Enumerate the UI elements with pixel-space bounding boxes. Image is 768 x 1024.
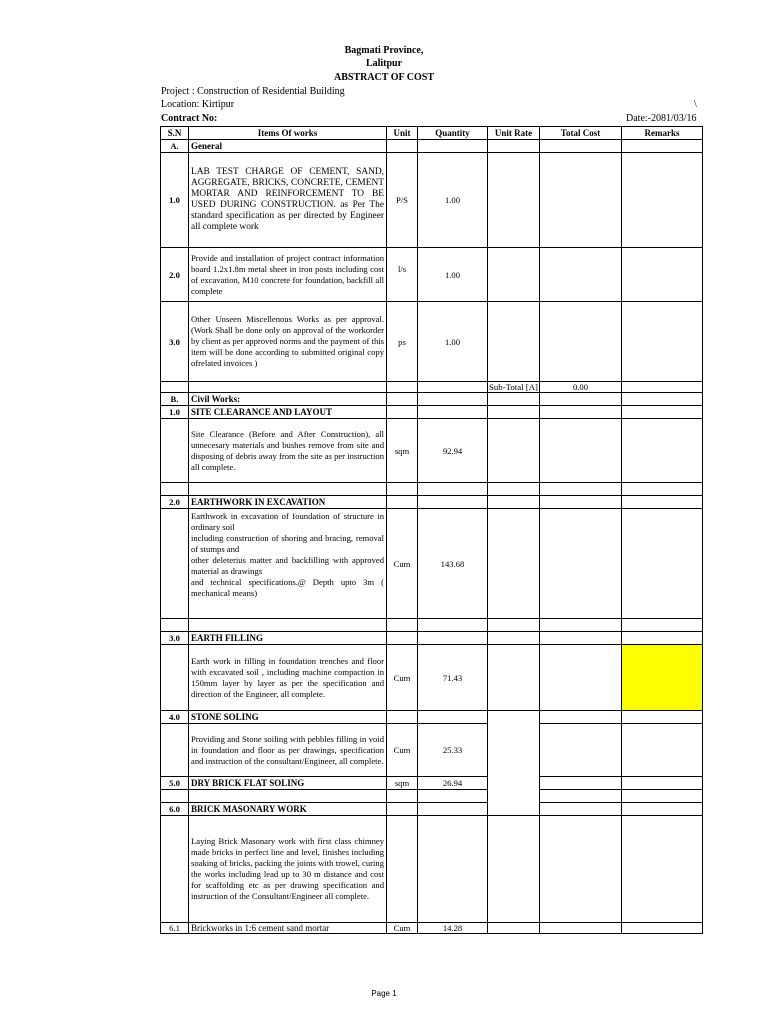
row-sn: 1.0	[161, 153, 189, 248]
row-unit: ps	[387, 302, 418, 382]
document-title: ABSTRACT OF COST	[333, 72, 435, 83]
col-total-cost: Total Cost	[540, 127, 622, 140]
section-heading-row	[161, 711, 703, 724]
row-sn: 5.0	[161, 777, 189, 790]
row-sn: 2.0	[161, 248, 189, 302]
row-quantity: 92.94	[418, 419, 488, 483]
row-sn: 3.0	[161, 632, 189, 645]
row-description: Laying Brick Masonary work with first class chimney made bricks in perfect line and level, finishes including soaking of bricks, packing the joints with trowel, curing the works including lead up to 30 m distance and cost for scaffolding etc as per drawing specification and instruction of the Consultant/Engineer all complete.	[189, 816, 387, 923]
section-heading-row	[161, 406, 703, 419]
section-a-sn: A.	[161, 140, 189, 153]
row-description: Earth work in filling in foundation trenches and floor with excavated soil , including machine compaction in 150mm layer by layer as per the specification and direction of the Engineer, all complete.	[189, 645, 387, 711]
row-unit: l/s	[387, 248, 418, 302]
backslash-mark: \	[694, 99, 697, 110]
col-items: Items Of works	[189, 127, 387, 140]
row-heading: EARTH FILLING	[189, 632, 387, 645]
col-quantity: Quantity	[418, 127, 488, 140]
row-sn: 6.0	[161, 803, 189, 816]
row-description: LAB TEST CHARGE OF CEMENT, SAND, AGGREGATE, BRICKS, CONCRETE, CEMENT MORTAR AND REINFORCEMENT TO BE USED DURING CONSTRUCTION. as Per The standard specification as per directed by Engineer all complete work	[189, 153, 387, 248]
table-row	[161, 248, 703, 302]
subtotal-value: 0.00	[540, 382, 622, 393]
table-row	[161, 645, 703, 711]
row-sn: 2.0	[161, 496, 189, 509]
row-sn: 3.0	[161, 302, 189, 382]
table-row	[161, 816, 703, 923]
section-a-label: General	[189, 140, 387, 153]
row-sn: 4.0	[161, 711, 189, 724]
row-unit: Cum	[387, 509, 418, 619]
row-sn: 6.1	[161, 923, 189, 934]
row-description: Site Clearance (Before and After Construction), all unnecesary materials and bushes remove from site and disposing of debris away from the site as per instruction all complete.	[189, 419, 387, 483]
row-unit: sqm	[387, 777, 418, 790]
row-quantity: 143.68	[418, 509, 488, 619]
row-description: Providing and Stone soiling with pebbles filling in void in foundation and floor as per drawings, specification and instruction of the consultant/Engineer, all complete.	[189, 724, 387, 777]
district-line: Lalitpur	[365, 58, 403, 69]
row-unit: P/S	[387, 153, 418, 248]
table-row	[161, 153, 703, 248]
table-header-row	[161, 127, 703, 140]
row-unit: sqm	[387, 419, 418, 483]
section-b-row	[161, 393, 703, 406]
row-heading: EARTHWORK IN EXCAVATION	[189, 496, 387, 509]
section-heading-row	[161, 632, 703, 645]
section-a-row	[161, 140, 703, 153]
row-heading: DRY BRICK FLAT SOLING	[189, 777, 387, 790]
row-unit: Cum	[387, 645, 418, 711]
row-unit: Cum	[387, 923, 418, 934]
subtotal-row	[161, 382, 703, 393]
row-quantity: 14.28	[418, 923, 488, 934]
contract-line: Contract No:	[161, 113, 218, 124]
subtotal-label: Sub-Total [A]	[489, 382, 538, 392]
location-line: Location: Kirtipur	[161, 99, 235, 110]
col-remarks: Remarks	[622, 127, 703, 140]
row-quantity: 1.00	[418, 248, 488, 302]
table-row	[161, 923, 703, 934]
table-row	[161, 419, 703, 483]
row-heading: STONE SOLING	[189, 711, 387, 724]
cost-abstract-table	[160, 126, 703, 934]
section-b-sn: B.	[161, 393, 189, 406]
province-line: Bagmati Province,	[344, 45, 424, 56]
col-unit: Unit	[387, 127, 418, 140]
section-heading-row	[161, 496, 703, 509]
table-row	[161, 509, 703, 619]
row-heading: SITE CLEARANCE AND LAYOUT	[189, 406, 387, 419]
row-description: Other Unseen Miscellenous Works as per approval. (Work Shall be done only on approval of the workorder by client as per approved norms and the payment of this item will be done according to submitted original copy ofrelated invoices )	[189, 302, 387, 382]
row-description: Provide and installation of project contract information board 1.2x1.8m metal sheet in iron posts including cost of excavation, M10 concrete for foundation, backfill all complete	[189, 248, 387, 302]
highlighted-remarks-cell	[622, 645, 703, 711]
col-sn: S.N	[161, 127, 189, 140]
row-unit: Cum	[387, 724, 418, 777]
row-quantity: 71.43	[418, 645, 488, 711]
row-quantity: 25.33	[418, 724, 488, 777]
row-quantity: 26.94	[418, 777, 488, 790]
row-description: Earthwork in excavation of foundation of structure in ordinary soil including construction of shoring and bracing, removal of stumps and other deleterius matter and backfilling with approved material as drawings and technical specifications.@ Depth upto 3m ( mechanical means)	[189, 509, 387, 619]
section-b-label: Civil Works:	[189, 393, 387, 406]
row-sn: 1.0	[161, 406, 189, 419]
row-quantity: 1.00	[418, 302, 488, 382]
col-unit-rate: Unit Rate	[488, 127, 540, 140]
table-row	[161, 777, 703, 790]
table-row	[161, 724, 703, 777]
table-row	[161, 302, 703, 382]
row-heading: BRICK MASONARY WORK	[189, 803, 387, 816]
date-line: Date:-2081/03/16	[626, 113, 697, 124]
row-quantity: 1.00	[418, 153, 488, 248]
section-heading-row	[161, 803, 703, 816]
page-number: Page 1	[371, 989, 397, 998]
project-line: Project : Construction of Residential Building	[161, 86, 345, 97]
row-description: Brickworks in 1:6 cement sand mortar	[189, 923, 387, 934]
